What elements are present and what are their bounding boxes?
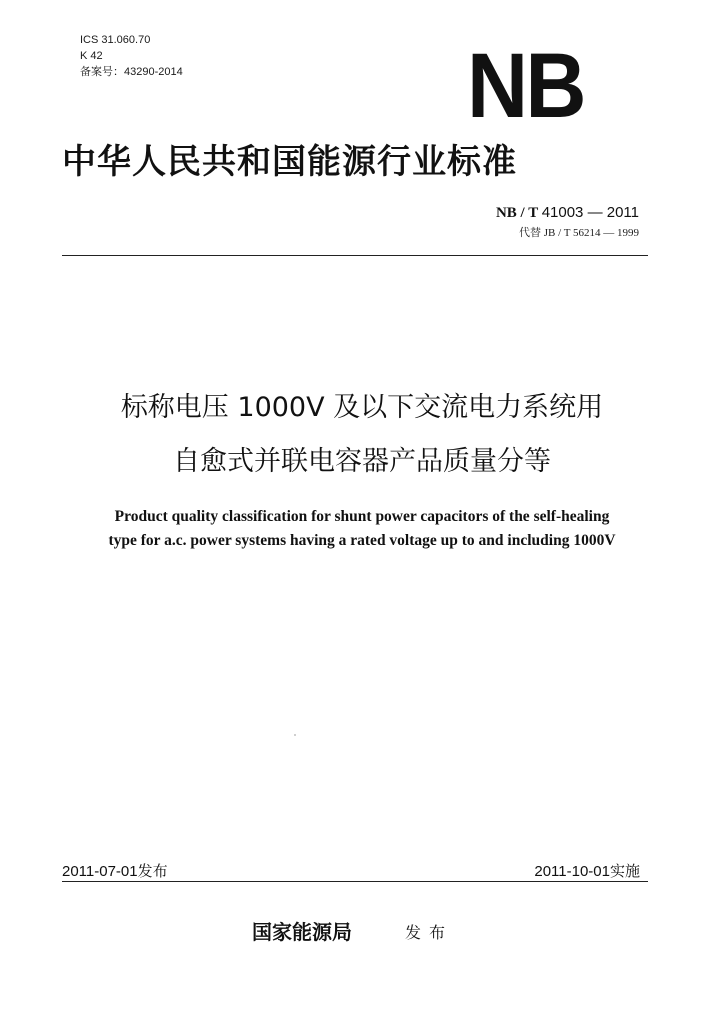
metadata-block [80, 32, 183, 80]
ics-code: ICS 31.060.70 [80, 34, 151, 46]
chinese-title-line-2: 自愈式并联电容器产品质量分等 [173, 446, 551, 477]
standard-number [496, 204, 639, 222]
top-divider [62, 255, 648, 256]
record-number: 备案号：43290-2014 [80, 66, 183, 78]
bottom-divider [62, 881, 648, 882]
standard-code: 41003 — 2011 [541, 204, 639, 221]
standard-prefix: NB / T [495, 205, 538, 221]
issue-date: 2011-07-01发布 [62, 863, 168, 880]
english-title-line-2: type for a.c. power systems having a rated voltage up to and including 1000V [108, 532, 616, 549]
english-title-line-1: Product quality classification for shunt power capacitors of the self-healing [114, 508, 610, 525]
chinese-title-line-1: 标称电压 1000V 及以下交流电力系统用 [120, 392, 604, 423]
scan-speck [294, 734, 296, 736]
nb-logo: NB [467, 35, 584, 137]
issuing-authority: 国家能源局 [252, 920, 352, 944]
issue-label: 发布 [405, 923, 454, 942]
classification-code: K 42 [80, 50, 103, 62]
supersedes-note: 代替 JB / T 56214 — 1999 [519, 227, 639, 239]
implementation-date: 2011-10-01实施 [534, 863, 640, 880]
industry-standard-title: 中华人民共和国能源行业标准 [62, 142, 517, 182]
